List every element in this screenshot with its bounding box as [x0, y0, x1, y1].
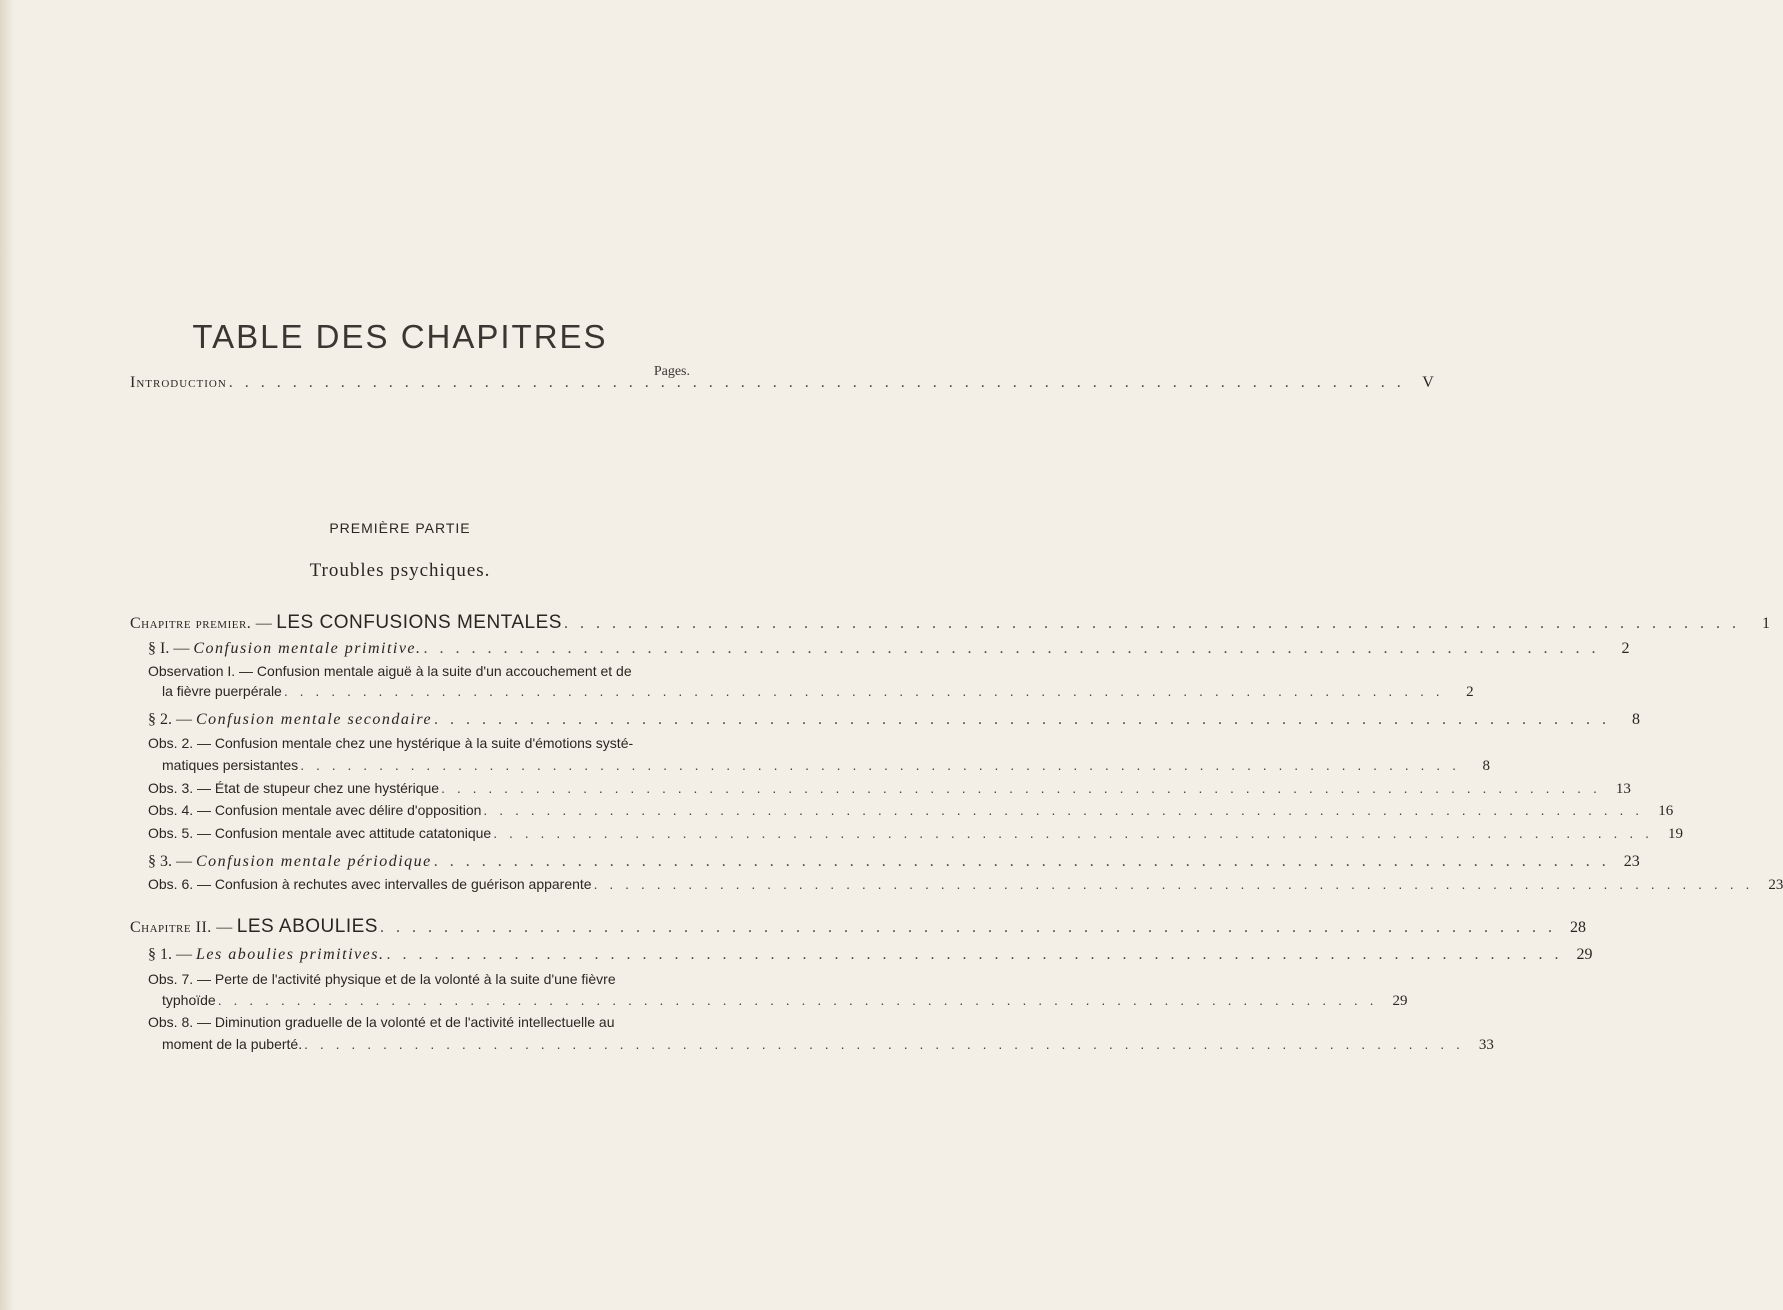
chapter-title: LES CONFUSIONS MENTALES — [276, 612, 562, 633]
observation-text: Obs. 6. — Confusion à rechutes avec intervalles de guérison apparente — [148, 876, 592, 892]
toc-entry-observation — [148, 802, 1674, 820]
section-title: Confusion mentale primitive. — [193, 640, 422, 657]
observation-text: Obs. 5. — Confusion mentale avec attitude catatonique — [148, 825, 492, 841]
section-title: Les aboulies primitives. — [196, 946, 385, 963]
toc-entry-section — [148, 640, 1630, 658]
dot-leader — [229, 374, 1405, 392]
page-number: 29 — [1576, 946, 1593, 963]
page-number: 2 — [1621, 640, 1630, 657]
entry-label: Introduction — [130, 374, 227, 391]
observation-text: moment de la puberté. — [162, 1036, 303, 1052]
toc-entry-observation — [162, 1036, 1494, 1054]
page-number: 23 — [1768, 877, 1783, 893]
section-number: § 1. — — [148, 946, 192, 963]
observation-text: Obs. 3. — État de stupeur chez une hystérique — [148, 780, 440, 796]
section-number: § 2. — — [148, 711, 192, 728]
toc-entry-observation — [148, 780, 1631, 798]
chapter-prefix: Chapitre premier. — — [130, 615, 273, 632]
page-number: 23 — [1623, 853, 1640, 870]
toc-entry-section — [148, 853, 1640, 871]
chapter-title: LES ABOULIES — [236, 916, 378, 937]
dot-leader — [218, 992, 1378, 1008]
dot-leader — [300, 757, 1460, 773]
observation-text: matiques persistantes — [162, 757, 299, 773]
observation-text-line: Obs. 8. — Diminution graduelle de la volonté et de l'activité intellectuelle au — [148, 1014, 615, 1030]
dot-leader — [434, 711, 1610, 729]
dot-leader — [483, 802, 1643, 818]
page-number: 19 — [1668, 826, 1683, 842]
dot-leader — [493, 825, 1653, 841]
page-number: 2 — [1466, 684, 1474, 700]
observation-text: typhoïde — [162, 992, 216, 1008]
toc-entry-observation — [162, 757, 1490, 775]
section-title: Confusion mentale périodique — [196, 853, 432, 870]
page-number: 28 — [1569, 919, 1586, 936]
dot-leader — [564, 615, 1740, 633]
dot-leader — [380, 919, 1556, 937]
observation-text: la fièvre puerpérale — [162, 683, 282, 699]
toc-entry-section — [148, 946, 1593, 964]
section-number: § I. — — [148, 640, 190, 657]
toc-entry-chapter-2 — [130, 916, 1586, 938]
part-subtitle: Troubles psychiques. — [309, 560, 491, 581]
section-title: Confusion mentale secondaire — [196, 711, 433, 728]
page-number: 33 — [1478, 1037, 1494, 1053]
page-number: 8 — [1482, 758, 1490, 774]
page-number: V — [1422, 374, 1435, 391]
toc-entry-observation — [148, 825, 1683, 843]
observation-text-line: Obs. 7. — Perte de l'activité physique et de la volonté à la suite d'une fièvre — [148, 971, 616, 987]
pages-column-label: Pages. — [653, 364, 690, 379]
part-heading: PREMIÈRE PARTIE — [329, 520, 471, 536]
observation-text-line: Obs. 2. — Confusion mentale chez une hystérique à la suite d'émotions systé- — [148, 735, 634, 751]
page-number: 16 — [1658, 803, 1674, 819]
dot-leader — [284, 683, 1444, 699]
toc-entry-observation — [162, 683, 1474, 701]
page-number: 8 — [1632, 711, 1641, 728]
toc-entry-observation — [148, 876, 1783, 894]
dot-leader — [441, 780, 1601, 796]
page-number: 29 — [1392, 993, 1408, 1009]
dot-leader — [434, 853, 1610, 871]
observation-text-line: Observation I. — Confusion mentale aiguë à la suite d'un accouchement et de — [148, 663, 632, 679]
dot-leader — [594, 876, 1754, 892]
toc-entry-chapter-1 — [130, 612, 1770, 634]
dot-leader — [424, 640, 1600, 658]
page-number: 1 — [1761, 615, 1770, 632]
dot-leader — [386, 946, 1562, 964]
observation-text: Obs. 4. — Confusion mentale avec délire d'opposition — [148, 802, 482, 818]
chapter-prefix: Chapitre II. — — [130, 919, 233, 936]
section-number: § 3. — — [148, 853, 192, 870]
page-edge-shadow — [0, 0, 14, 1310]
toc-entry-section — [148, 711, 1641, 729]
page-title: TABLE DES CHAPITRES — [192, 318, 608, 355]
dot-leader — [304, 1036, 1464, 1052]
page-number: 13 — [1615, 781, 1631, 797]
toc-entry-observation — [162, 992, 1408, 1010]
toc-entry-introduction — [130, 374, 1435, 392]
